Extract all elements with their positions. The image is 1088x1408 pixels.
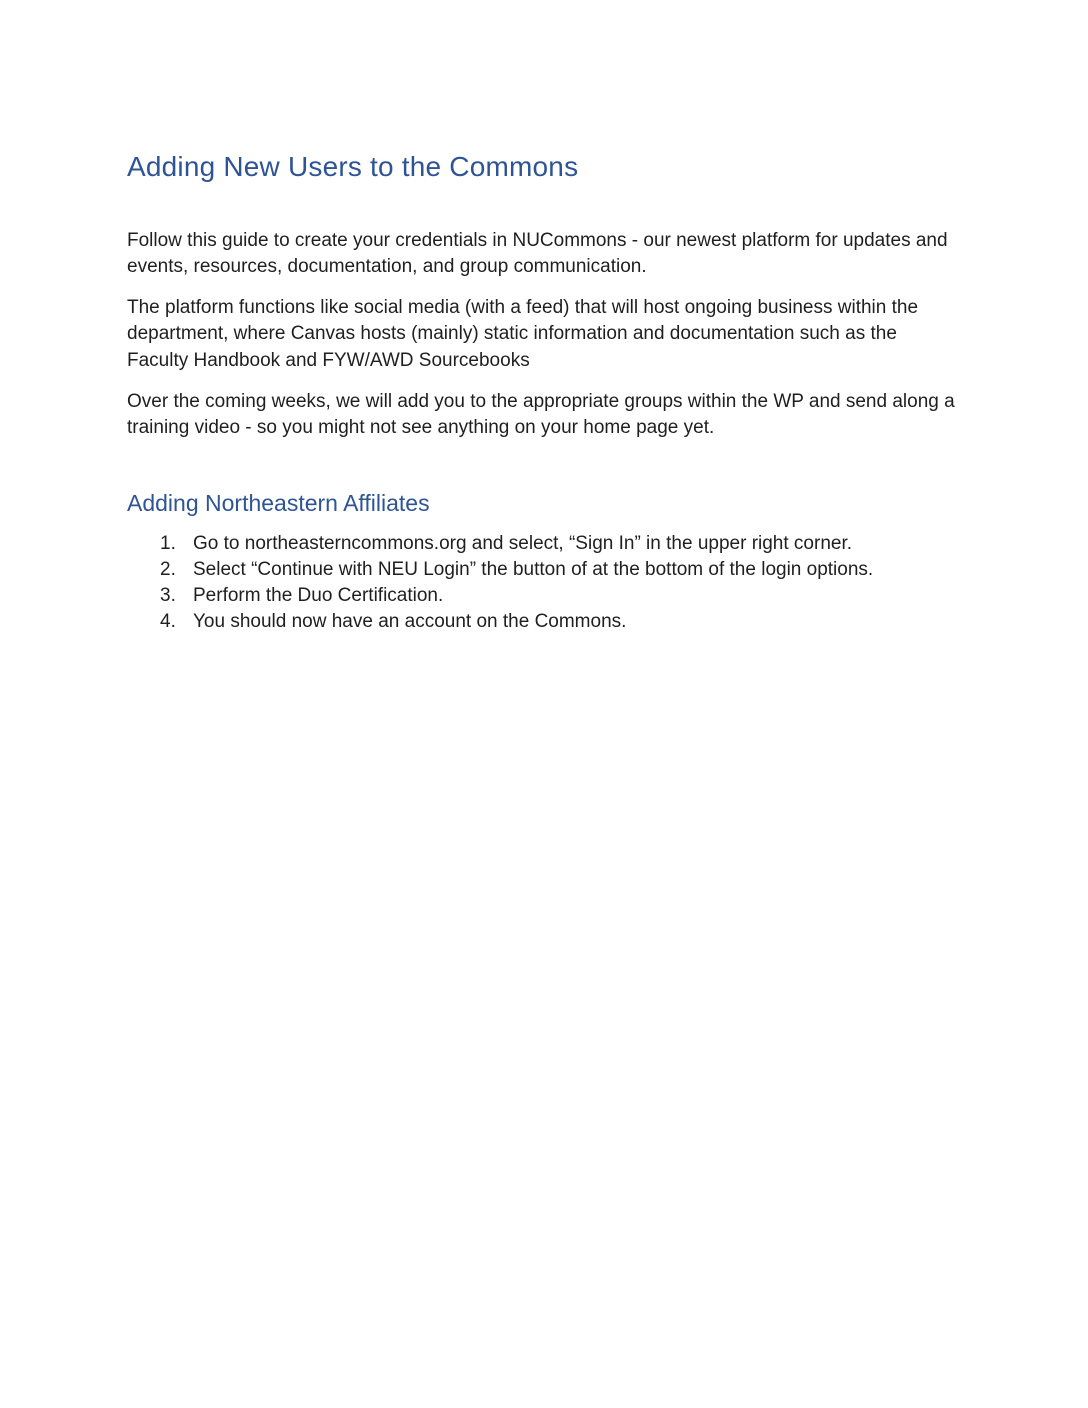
list-item-text: Go to northeasterncommons.org and select, “Sign In” in the upper right corner. — [193, 533, 853, 555]
list-item-text: Select “Continue with NEU Login” the button of at the bottom of the login options. — [193, 559, 874, 581]
steps-list — [127, 531, 961, 634]
section-heading-affiliates: Adding Northeastern Affiliates — [127, 489, 430, 516]
intro-paragraph: Follow this guide to create your credentials in NUCommons - our newest platform for updates and events, resources, documentation, and group communication. — [127, 229, 948, 278]
list-item-number: 2. — [160, 559, 176, 581]
list-item — [127, 609, 961, 635]
coming-weeks-paragraph: Over the coming weeks, we will add you to the appropriate groups within the WP and send along a training video - so you might not see anything on your home page yet. — [127, 390, 955, 439]
document-title: Adding New Users to the Commons — [127, 151, 579, 182]
list-item-text: Perform the Duo Certification. — [193, 585, 444, 606]
list-item — [127, 557, 961, 583]
list-item-text: You should now have an account on the Commons. — [193, 610, 627, 632]
list-item-number: 3. — [160, 585, 176, 606]
list-item-number: 1. — [160, 533, 176, 555]
list-item — [127, 583, 961, 609]
platform-description-paragraph: The platform functions like social media (with a feed) that will host ongoing business within the department, where Canvas hosts (mainly) static information and documentation such as the Faculty Handbook and FYW/AWD Sourcebooks — [127, 296, 919, 371]
list-item — [127, 531, 961, 557]
list-item-number: 4. — [160, 610, 176, 632]
